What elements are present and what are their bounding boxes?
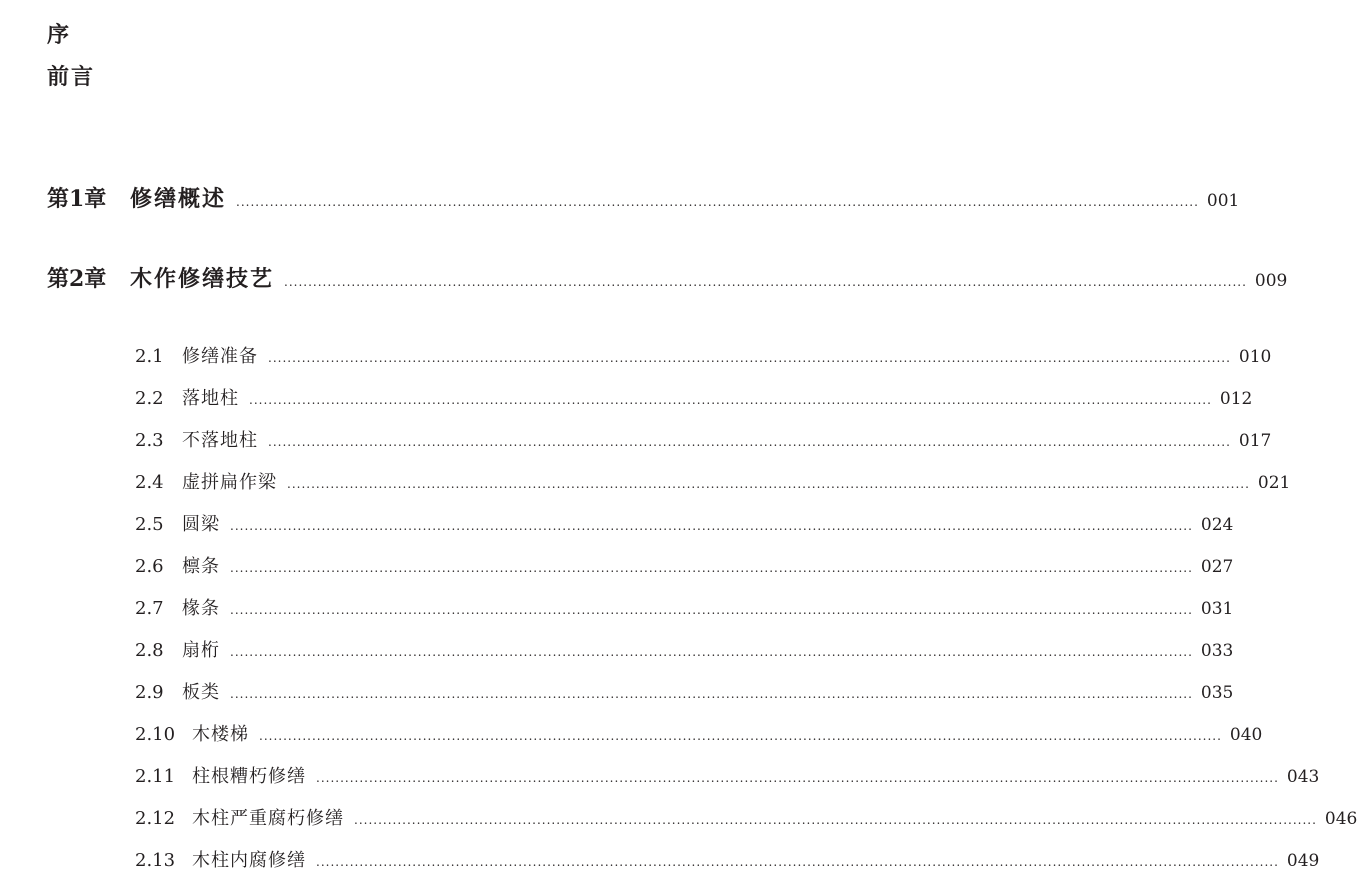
dot-leader: ........................................................................................................................................................................................................	[230, 519, 1193, 533]
page-number: 001	[1206, 191, 1240, 211]
page-number: 043	[1286, 767, 1320, 787]
section-number: 2.3	[135, 430, 164, 451]
section-title: 圆梁	[182, 514, 220, 535]
section-number: 2.7	[135, 598, 164, 619]
toc-section-2-6[interactable]	[135, 552, 1234, 578]
section-number: 2.4	[135, 472, 164, 493]
section-number: 2.2	[135, 388, 164, 409]
dot-leader: ........................................................................................................................................................................................................	[249, 393, 1212, 407]
toc-section-2-2[interactable]	[135, 384, 1253, 410]
chapter-number: 第2章	[47, 266, 107, 292]
dot-leader: ........................................................................................................................................................................................................	[284, 275, 1247, 289]
front-matter-preface[interactable]: 序	[47, 22, 72, 48]
dot-leader: ........................................................................................................................................................................................................	[230, 687, 1193, 701]
toc-section-2-12[interactable]	[135, 804, 1357, 830]
page-number: 027	[1200, 557, 1234, 577]
toc-section-2-5[interactable]	[135, 510, 1234, 536]
dot-leader: ........................................................................................................................................................................................................	[287, 477, 1250, 491]
section-number: 2.11	[135, 766, 176, 787]
section-number: 2.9	[135, 682, 164, 703]
toc-section-2-13[interactable]	[135, 846, 1320, 872]
dot-leader: ........................................................................................................................................................................................................	[230, 561, 1193, 575]
dot-leader: ........................................................................................................................................................................................................	[268, 435, 1231, 449]
section-title: 修缮准备	[182, 346, 258, 367]
page-number: 040	[1229, 725, 1263, 745]
toc-section-2-11[interactable]	[135, 762, 1320, 788]
section-title: 板类	[182, 682, 220, 703]
page-number: 031	[1200, 599, 1234, 619]
section-number: 2.6	[135, 556, 164, 577]
front-matter-foreword[interactable]: 前言	[47, 64, 96, 90]
section-number: 2.13	[135, 850, 176, 871]
dot-leader: ........................................................................................................................................................................................................	[316, 771, 1279, 785]
page-number: 049	[1286, 851, 1320, 871]
dot-leader: ........................................................................................................................................................................................................	[354, 813, 1317, 827]
page-number: 017	[1238, 431, 1272, 451]
section-number: 2.8	[135, 640, 164, 661]
dot-leader: ........................................................................................................................................................................................................	[236, 195, 1199, 209]
chapter-number: 第1章	[47, 186, 107, 212]
section-title: 虚拼扁作梁	[182, 472, 277, 493]
dot-leader: ........................................................................................................................................................................................................	[230, 603, 1193, 617]
section-number: 2.1	[135, 346, 164, 367]
chapter-title: 修缮概述	[130, 186, 227, 212]
section-number: 2.10	[135, 724, 176, 745]
dot-leader: ........................................................................................................................................................................................................	[268, 351, 1231, 365]
toc-chapter-2[interactable]	[47, 262, 1288, 293]
chapter-title: 木作修缮技艺	[130, 266, 275, 292]
dot-leader: ........................................................................................................................................................................................................	[230, 645, 1193, 659]
section-title: 落地柱	[182, 388, 239, 409]
section-title: 不落地柱	[182, 430, 258, 451]
toc-section-2-1[interactable]	[135, 342, 1272, 368]
toc-chapter-1[interactable]	[47, 182, 1240, 213]
section-title: 檩条	[182, 556, 220, 577]
page-number: 012	[1219, 389, 1253, 409]
page-number: 046	[1324, 809, 1357, 829]
page-number: 035	[1200, 683, 1234, 703]
page-number: 033	[1200, 641, 1234, 661]
section-title: 木柱内腐修缮	[192, 850, 306, 871]
page-number: 024	[1200, 515, 1234, 535]
section-title: 木柱严重腐朽修缮	[192, 808, 344, 829]
dot-leader: ........................................................................................................................................................................................................	[316, 855, 1279, 869]
toc-section-2-10[interactable]	[135, 720, 1263, 746]
section-title: 柱根糟朽修缮	[192, 766, 306, 787]
page-number: 010	[1238, 347, 1272, 367]
toc-section-2-7[interactable]	[135, 594, 1234, 620]
section-title: 椽条	[182, 598, 220, 619]
toc-section-2-8[interactable]	[135, 636, 1234, 662]
section-number: 2.12	[135, 808, 176, 829]
toc-section-2-3[interactable]	[135, 426, 1272, 452]
section-title: 木楼梯	[192, 724, 249, 745]
toc-section-2-9[interactable]	[135, 678, 1234, 704]
section-number: 2.5	[135, 514, 164, 535]
toc-section-2-4[interactable]	[135, 468, 1291, 494]
section-title: 扇桁	[182, 640, 220, 661]
page-number: 009	[1254, 271, 1288, 291]
page-number: 021	[1257, 473, 1291, 493]
dot-leader: ........................................................................................................................................................................................................	[259, 729, 1222, 743]
